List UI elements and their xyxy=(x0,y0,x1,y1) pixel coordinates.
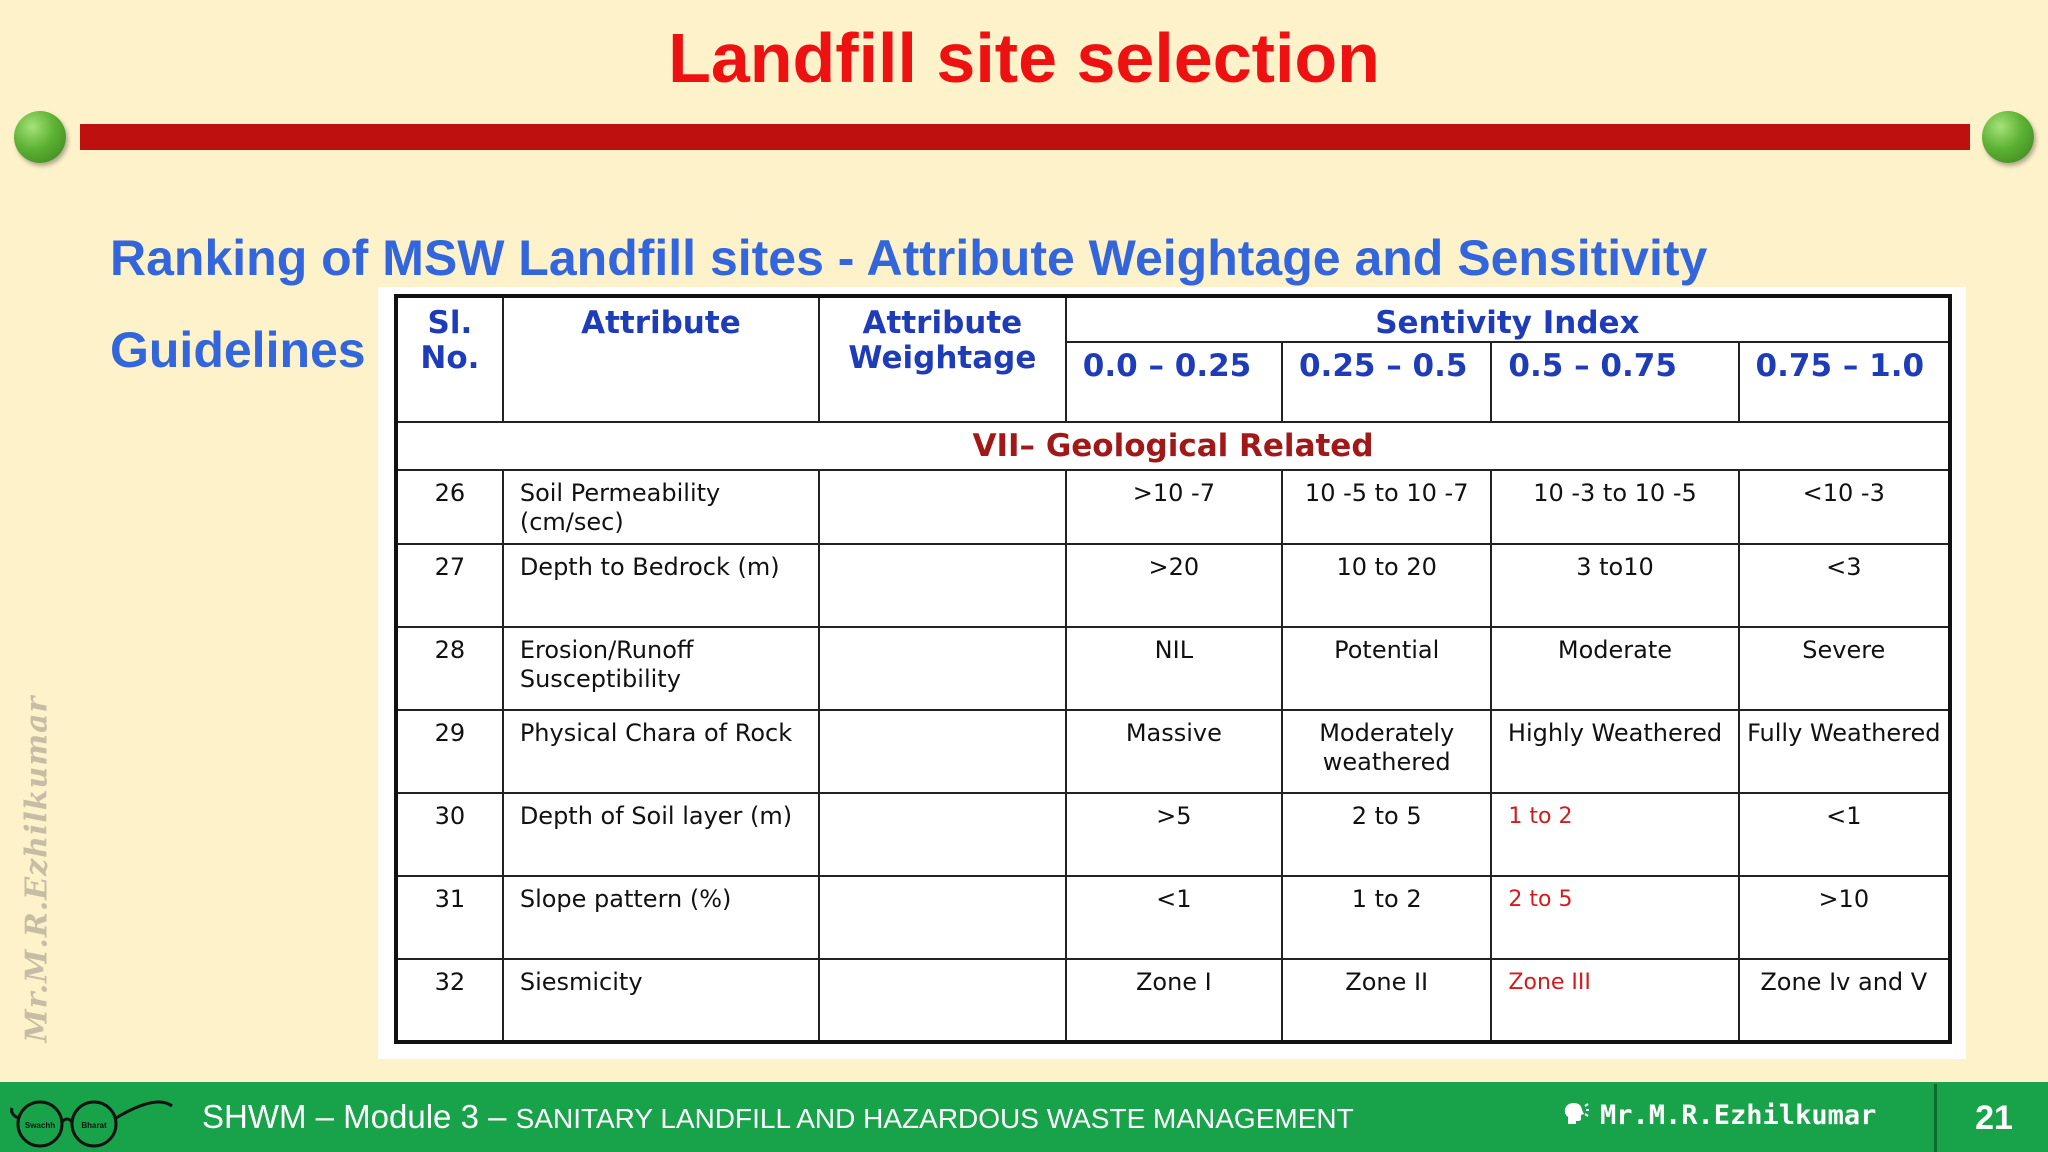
header-attribute: Attribute xyxy=(503,296,819,422)
row-weightage xyxy=(819,710,1066,793)
footer-course-label: SHWM – Module 3 – xyxy=(202,1098,516,1135)
header-sensitivity-index: Sentivity Index xyxy=(1066,296,1950,342)
row-value-3: 3 to10 xyxy=(1491,544,1738,627)
table-row xyxy=(396,627,1950,710)
row-weightage xyxy=(819,959,1066,1042)
row-value-4: Zone Iv and V xyxy=(1739,959,1950,1042)
table-row xyxy=(396,959,1950,1042)
row-attribute: Depth to Bedrock (m) xyxy=(503,544,819,627)
row-value-2: 1 to 2 xyxy=(1282,876,1491,959)
row-number: 31 xyxy=(396,876,503,959)
row-weightage xyxy=(819,470,1066,544)
row-value-1: NIL xyxy=(1066,627,1282,710)
row-value-1: Zone I xyxy=(1066,959,1282,1042)
header-sl-no: Sl. No. xyxy=(396,296,503,422)
header-range-1: 0.0 – 0.25 xyxy=(1066,342,1282,422)
row-value-4: <3 xyxy=(1739,544,1950,627)
row-value-2: Potential xyxy=(1282,627,1491,710)
row-value-3: 10 -3 to 10 -5 xyxy=(1491,470,1738,544)
row-value-1: Massive xyxy=(1066,710,1282,793)
speaker-head-icon xyxy=(1562,1100,1590,1128)
row-value-1: >5 xyxy=(1066,793,1282,876)
section-geological-related: VII– Geological Related xyxy=(396,422,1950,470)
ranking-table xyxy=(394,294,1952,1044)
row-value-3: Highly Weathered xyxy=(1491,710,1738,793)
green-bullet-right-icon xyxy=(1982,111,2034,163)
row-number: 32 xyxy=(396,959,503,1042)
row-number: 28 xyxy=(396,627,503,710)
subtitle-line-1: Ranking of MSW Landfill sites - Attribute Weightage and Sensitivity xyxy=(110,230,1708,286)
green-bullet-left-icon xyxy=(14,111,66,163)
row-number: 29 xyxy=(396,710,503,793)
row-value-4: Severe xyxy=(1739,627,1950,710)
row-number: 26 xyxy=(396,470,503,544)
footer-author xyxy=(1562,1100,1876,1131)
header-weightage: Attribute Weightage xyxy=(819,296,1066,422)
row-value-4: Fully Weathered xyxy=(1739,710,1950,793)
logo-text-right: Bharat xyxy=(81,1121,107,1130)
row-attribute: Depth of Soil layer (m) xyxy=(503,793,819,876)
footer-module-name: SANITARY LANDFILL AND HAZARDOUS WASTE MANAGEMENT xyxy=(515,1103,1354,1134)
row-value-4: >10 xyxy=(1739,876,1950,959)
row-value-2: 10 to 20 xyxy=(1282,544,1491,627)
table-row xyxy=(396,710,1950,793)
row-weightage xyxy=(819,793,1066,876)
page-number: 21 xyxy=(1975,1099,2013,1137)
row-value-4: <10 -3 xyxy=(1739,470,1950,544)
row-attribute: Physical Chara of Rock xyxy=(503,710,819,793)
row-attribute: Slope pattern (%) xyxy=(503,876,819,959)
row-attribute: Siesmicity xyxy=(503,959,819,1042)
row-number: 27 xyxy=(396,544,503,627)
row-value-3: 2 to 5 xyxy=(1491,876,1738,959)
footer-author-name: Mr.M.R.Ezhilkumar xyxy=(1600,1100,1877,1131)
row-weightage xyxy=(819,876,1066,959)
row-attribute: Erosion/Runoff Susceptibility xyxy=(503,627,819,710)
row-value-2: 2 to 5 xyxy=(1282,793,1491,876)
table-row xyxy=(396,470,1950,544)
subtitle-line-2: Guidelines xyxy=(110,322,366,378)
footer-bar xyxy=(0,1082,2048,1152)
footer-module-title xyxy=(202,1098,1354,1136)
ranking-table-panel xyxy=(378,287,1966,1059)
row-value-3: Moderate xyxy=(1491,627,1738,710)
row-value-1: <1 xyxy=(1066,876,1282,959)
row-value-3: Zone III xyxy=(1491,959,1738,1042)
row-number: 30 xyxy=(396,793,503,876)
row-weightage xyxy=(819,627,1066,710)
slide-title: Landfill site selection xyxy=(668,19,1380,97)
row-weightage xyxy=(819,544,1066,627)
row-value-2: Moderately weathered xyxy=(1282,710,1491,793)
author-watermark: Mr.M.R.Ezhilkumar xyxy=(19,695,55,1043)
row-value-2: 10 -5 to 10 -7 xyxy=(1282,470,1491,544)
row-value-1: >20 xyxy=(1066,544,1282,627)
header-range-4: 0.75 – 1.0 xyxy=(1739,342,1950,422)
header-range-3: 0.5 – 0.75 xyxy=(1491,342,1738,422)
row-value-1: >10 -7 xyxy=(1066,470,1282,544)
row-value-2: Zone II xyxy=(1282,959,1491,1042)
table-row xyxy=(396,544,1950,627)
row-value-4: <1 xyxy=(1739,793,1950,876)
table-row xyxy=(396,876,1950,959)
page-number-box xyxy=(1934,1084,2048,1152)
row-value-3: 1 to 2 xyxy=(1491,793,1738,876)
header-range-2: 0.25 – 0.5 xyxy=(1282,342,1491,422)
row-attribute: Soil Permeability (cm/sec) xyxy=(503,470,819,544)
logo-text-left: Swachh xyxy=(24,1121,56,1130)
table-row xyxy=(396,793,1950,876)
title-divider-bar xyxy=(80,124,1970,150)
swachh-bharat-glasses-icon xyxy=(6,1088,176,1148)
